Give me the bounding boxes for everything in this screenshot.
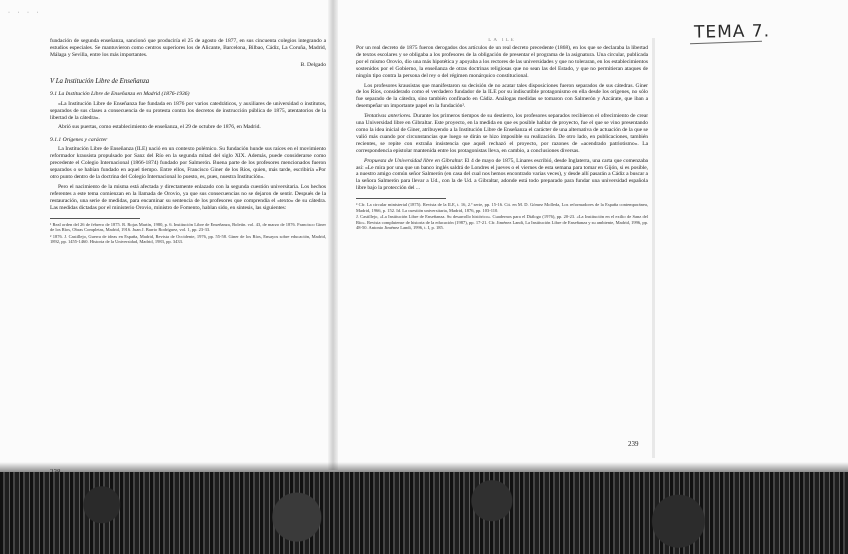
handwritten-note: TEMA 7. (693, 21, 771, 43)
paragraph: La Institución Libre de Enseñanza (ILE) nació en un contexto polémico. Su fundación hunde sus raíces en el movimiento reformador krausista propulsado por Sanz del Río en la segunda mitad del siglo XIX. Además, puede considerarse como precedente el Colegio Internacional (1866-1874) fundado por Salmerón. Buena parte de los profesores mencionados fueron separados o se habían fundado en aquel tiempo. Entre ellos, Francisco Giner de los Ríos, quien, más tarde, escribiría «Por otro punto dentro de la doctrina del Colegio Internacional lo puesto, es, pues, nuestra Institución». (50, 146, 326, 180)
sub-subsection-title: 9.1.1 Orígenes y carácter (50, 137, 108, 144)
footnote-rule (50, 218, 140, 219)
italic-lead: Propuesta de Universidad libre en Gibraltar. (364, 157, 464, 164)
book-gutter (328, 0, 338, 470)
paragraph: «La Institución Libre de Enseñanza fue fundada en 1876 por varios catedráticos, y auxiliares de universidad o institutos, separados de sus clases a consecuencia de su protesta contra los decretos de instrucción pública de 1875, atentatorios de la libertad de la cátedra». (50, 100, 326, 121)
running-head: LA ILE (488, 38, 516, 43)
paragraph (356, 158, 648, 193)
paragraph: Los profesores krausistas que manifestaron su decisión de no acatar tales disposiciones fueron separados de sus cátedras. Giner de los Ríos, considerado como el verdadero fundador de la ILE por su indiscutible protagonismo en ella desde los orígenes, no sólo fue separado de la cátedra, sino también confinado en Cádiz. Análogas medidas se tomaron con Salmerón y Azcárate, que iban a desempeñar un importante papel en la fundación². (356, 82, 648, 110)
paragraph: Abrió sus puertas, como establecimiento de enseñanza, el 29 de octubre de 1876, en Madrid. (58, 124, 261, 131)
subsection-title: 9.1 La Institución Libre de Enseñanza en Madrid (1876-1936) (50, 90, 190, 97)
paragraph (356, 113, 648, 154)
left-page (50, 38, 326, 468)
footnote: ³ Cfr. La circular ministerial (1875). Revista de la ILE, t. 16, 2.ª serie, pp. 15-16. Cit. en M. D. Gómez Molleda, Los reformadores de la España contemporánea, Madrid, 1966, p. 152. Id. La cuestión universitaria, Madrid, 1876, pp. 103-110. (356, 202, 648, 213)
section-title: V La Institución Libre de Enseñanza (50, 77, 150, 85)
paragraph: fundación de segunda enseñanza, sancionó que produciría el 25 de agosto de 1877, en sus cincuenta colegios integrando a estudios especiales. Se mantuvieron como centros superiores los de Alicante, Barcelona, Bilbao, Cádiz, La Coruña, Madrid, Málaga y Sevilla, entre los más importantes. (50, 38, 326, 58)
paragraph-body: Durante los primeros tiempos de su destierro, los profesores separados recibieron el ofrecimiento de crear una Universidad libre en Gibraltar. Este proyecto, en la medida en que es posible hablar de proyecto, fue el que se vino presentando como la idea inicial de Giner, atribuyendo a la Institución Libre de Enseñanza el carácter de una alternativa de actuación de la que se valió más cuando por circunstancias que luego se dirán se hizo imposible su realización. De otro lado, en publicaciones, también recientes, se repite con extraña insistencia que aquél rechazó el proyecto, por razones de «acendrado patriotismo». La correspondencia epistolar mantenida entre los protagonistas lleva, en cambio, a conclusiones diversas. (356, 113, 648, 154)
paragraph: Por un real decreto de 1875 fueron derogados dos artículos de un real decreto precedente (1868), en los que se declaraba la libertad de textos escolares y se obligaba a los profesores de la obligación de presentar el programa de la asignatura. Una circular, publicada por el mismo Orovio, dio una más hipotética y apoyaba a los rectores de las universidades y que no toleraran, en los establecimientos sostenidos por el Gobierno, la enseñanza de otras doctrinas religiosas que no sean las del Estado, y que no permitieran ataques de ningún tipo contra la persona del rey o del régimen monárquico constitucional. (356, 45, 648, 79)
paragraph: Pero el nacimiento de la misma está afectada y directamente enlazado con la segunda cuestión universitaria. Los hechos referentes a este tema comienzan en la llamada de Orovio, ya que sus consecuencias no se dejaron de sentir. Después de la restauración, una serie de medidas, para encaminar su sentencia de los profesores que comprendía el «texto» de su cátedra. Las medidas dictadas por el ministerio Orovio, ministro de Fomento, hablan sido, en síntesis, las siguientes: (50, 183, 326, 211)
section-signature: B. Delgado (300, 61, 326, 68)
paragraph-body: El 4 de mayo de 1875, Linares escribió, desde Inglaterra, una carta que comenzaba así: «Le mira por una que un banco inglés saldrá de Londres el jueves o el viernes de esta semana para tomar en Gijón, si es posible, a nuestro amigo común señor Salmerón (en casa del cual nos hemos encontrado varias veces), y desde allí pasarán a Cádiz a buscar a la señora Salmerón para llevar a Ud., con la de Ud. a Gibraltar, adonde está todo preparado para fundar una universidad española libre bajo la protección del ... (356, 157, 648, 192)
scan-dark-band (0, 472, 848, 554)
footnote-rule (356, 198, 446, 199)
footnote: ¹ Real orden del 26 de febrero de 1875. R. Rojas Martín, 1980, p. 6. Institución Libre de Enseñanza, Boletín. vol. 43, de marzo de 1876. Francisco Giner de los Ríos, Obras Completas, Madrid, 1916. Juan J. Barrio Rodríguez, vol. 1, pp. 23-33. (50, 221, 326, 232)
page-number-right: 239 (628, 440, 639, 448)
footnote: ² 1876. J. Castillejo, Guerra de ideas en España, Madrid, Revista de Occidente, 1976, pp. 55-58. Giner de los Ríos, Ensayos sobre educación, Madrid, 1892, pp. 1455-1460. Historia de la Universidad, Madrid, 1983, pp. 3433. (50, 233, 326, 245)
italic-lead: Tentativas anteriores. (364, 113, 412, 120)
footnote: J. Castillejo, «La Institución Libre de Enseñanza. Su desarrollo histórico». Cuadernos para el Diálogo (1976), pp. 20-23. «La Institución en el exilio de Sanz del Río». Revista complutense de historia de la educación (1987), pp. 17-21. Cfr. Jiménez Landi, La Institución Libre de Enseñanza y su ambiente, Madrid, 1996, pp. 48-50. Antonio Jiménez Landi, 1996, t. I, p. 185. (356, 214, 648, 231)
page-edge (652, 38, 655, 458)
corner-mark: · · · · (8, 10, 42, 16)
right-page (356, 38, 648, 468)
